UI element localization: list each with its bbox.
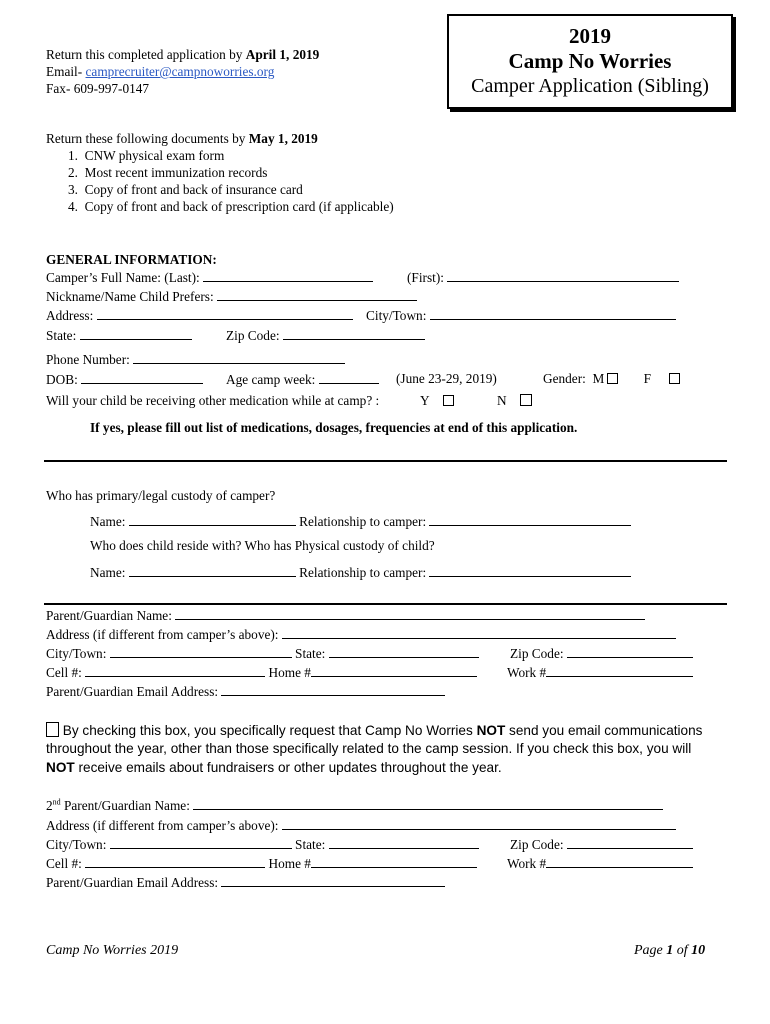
address-field[interactable]: [97, 307, 353, 320]
page-total: 10: [691, 943, 706, 958]
medication-note: If yes, please fill out list of medications, dosages, frequencies at end of this application.: [90, 420, 578, 435]
last-name-field[interactable]: [203, 269, 373, 282]
guardian2-work-field[interactable]: [546, 855, 693, 868]
state-row: State:: [46, 327, 192, 344]
footer-left: Camp No Worries 2019: [46, 943, 179, 958]
custody-name-field-2[interactable]: [129, 564, 296, 577]
guardian1-city-field[interactable]: [110, 645, 292, 658]
email-link[interactable]: camprecruiter@campnoworries.org: [85, 64, 275, 79]
medication-question: Will your child be receiving other medication while at camp? :: [46, 393, 380, 408]
custody-name-row-1: Name: Relationship to camper:: [90, 513, 631, 530]
return-deadline: [46, 47, 319, 63]
guardian1-address-field[interactable]: [282, 626, 676, 639]
document-item-4: 4. Copy of front and back of prescription card (if applicable): [68, 199, 394, 214]
fax-line: Fax- 609-997-0147: [46, 81, 150, 96]
gender-male-checkbox[interactable]: [607, 373, 618, 384]
title-subtitle: Camper Application (Sibling): [471, 75, 709, 97]
gender-female-checkbox[interactable]: [669, 373, 680, 384]
guardian2-work-row: Work #: [507, 855, 693, 872]
medication-no-checkbox[interactable]: [520, 394, 532, 406]
document-item-3: 3. Copy of front and back of insurance card: [68, 182, 303, 197]
optout-checkbox[interactable]: [46, 722, 59, 737]
general-heading: GENERAL INFORMATION:: [46, 252, 217, 267]
optout-line-2: throughout the year, other than those specifically related to the camp session. If you check this box, you will: [46, 741, 692, 756]
guardian2-city-field[interactable]: [110, 836, 292, 849]
guardian1-zip-row: Zip Code:: [510, 645, 693, 662]
guardian1-state-field[interactable]: [329, 645, 479, 658]
footer-page: Page 1 of 10: [634, 943, 706, 958]
title-org: Camp No Worries: [508, 49, 672, 73]
guardian2-cell-field[interactable]: [85, 855, 265, 868]
guardian1-home-field[interactable]: [311, 664, 477, 677]
custody-name-row-2: Name: Relationship to camper:: [90, 564, 631, 581]
guardian2-phone-row: Cell #: Home #: [46, 855, 477, 872]
guardian1-name-field[interactable]: [175, 607, 645, 620]
custody-relationship-field-2[interactable]: [429, 564, 631, 577]
gender-female-label: F: [643, 371, 652, 386]
first-name-row: (First):: [407, 269, 679, 286]
custody-question: Who has primary/legal custody of camper?: [46, 488, 276, 503]
age-week-field[interactable]: [319, 371, 379, 384]
documents-date: May 1, 2019: [248, 131, 318, 146]
guardian2-zip-field[interactable]: [567, 836, 693, 849]
age-week-row: Age camp week:: [226, 371, 379, 388]
document-item-2: 2. Most recent immunization records: [68, 165, 268, 180]
email-line: [46, 64, 274, 80]
title-year: 2019: [569, 24, 611, 48]
guardian2-address-field[interactable]: [282, 817, 676, 830]
gender-row: Gender: M F: [543, 371, 680, 387]
guardian1-phone-row: Cell #: Home #: [46, 664, 477, 681]
city-row: City/Town:: [366, 307, 676, 324]
phone-row: Phone Number:: [46, 351, 345, 368]
state-field[interactable]: [80, 327, 192, 340]
guardian2-city-row: City/Town: State:: [46, 836, 479, 853]
guardian2-name-row: 2nd Parent/Guardian Name:: [46, 797, 663, 814]
dob-field[interactable]: [81, 371, 203, 384]
guardian2-state-field[interactable]: [329, 836, 479, 849]
document-item-1: 1. CNW physical exam form: [68, 148, 225, 163]
guardian1-email-field[interactable]: [221, 683, 445, 696]
guardian1-address-row: Address (if different from camper’s above):: [46, 626, 676, 643]
guardian1-cell-field[interactable]: [85, 664, 265, 677]
dob-row: DOB:: [46, 371, 203, 388]
page-number: 1: [666, 943, 674, 958]
optout-line-1: By checking this box, you specifically request that Camp No Worries NOT send you email communications: [46, 722, 702, 738]
city-field[interactable]: [430, 307, 676, 320]
email-label: Email-: [46, 64, 86, 79]
section-divider-2: [44, 603, 727, 605]
custody-relationship-field-1[interactable]: [429, 513, 631, 526]
phone-field[interactable]: [133, 351, 345, 364]
first-name-field[interactable]: [447, 269, 679, 282]
guardian1-work-row: Work #: [507, 664, 693, 681]
optout-line-3: NOT receive emails about fundraisers or other updates throughout the year.: [46, 760, 502, 775]
guardian2-address-row: Address (if different from camper’s above):: [46, 817, 676, 834]
guardian1-email-row: Parent/Guardian Email Address:: [46, 683, 445, 700]
guardian2-name-field[interactable]: [193, 797, 663, 810]
guardian1-zip-field[interactable]: [567, 645, 693, 658]
guardian2-home-field[interactable]: [311, 855, 477, 868]
return-date: April 1, 2019: [245, 47, 320, 62]
zip-row: Zip Code:: [226, 327, 425, 344]
nickname-row: Nickname/Name Child Prefers:: [46, 288, 417, 305]
address-row: Address:: [46, 307, 353, 324]
guardian2-email-row: Parent/Guardian Email Address:: [46, 874, 445, 891]
section-divider-1: [44, 460, 727, 462]
medication-no: N: [497, 393, 532, 409]
guardian1-city-row: City/Town: State:: [46, 645, 479, 662]
medication-yes-checkbox[interactable]: [443, 395, 454, 406]
custody-name-field-1[interactable]: [129, 513, 296, 526]
nickname-field[interactable]: [217, 288, 417, 301]
medication-yes: Y: [420, 393, 454, 409]
zip-field[interactable]: [283, 327, 425, 340]
full-name-row: Camper’s Full Name: (Last):: [46, 269, 373, 286]
camp-dates: (June 23-29, 2019): [396, 371, 497, 386]
guardian1-work-field[interactable]: [546, 664, 693, 677]
guardian1-name-row: Parent/Guardian Name:: [46, 607, 645, 624]
guardian2-email-field[interactable]: [221, 874, 445, 887]
gender-male-label: M: [592, 371, 605, 386]
documents-intro: Return these following documents by May 1, 2019: [46, 131, 318, 146]
title-box: [447, 14, 733, 109]
reside-question: Who does child reside with? Who has Physical custody of child?: [90, 538, 435, 553]
return-prefix: Return this completed application by: [46, 47, 246, 62]
guardian2-zip-row: Zip Code:: [510, 836, 693, 853]
